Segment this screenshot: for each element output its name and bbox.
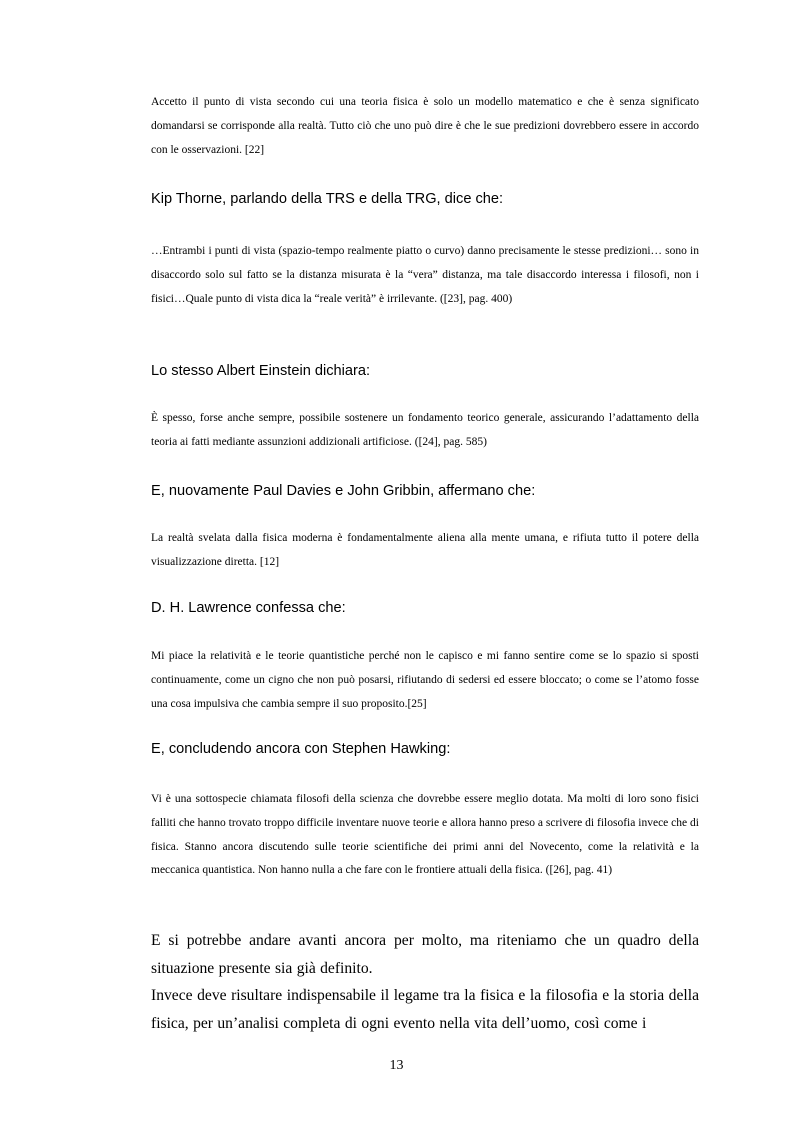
intro-lawrence: D. H. Lawrence confessa che: (151, 600, 346, 616)
body-paragraph-1: E si potrebbe andare avanti ancora per molto, ma riteniamo che un quadro della situazione presente sia già definito. (151, 932, 699, 977)
body-paragraph-2: Invece deve risultare indispensabile il legame tra la fisica e la filosofia e la storia della fisica, per un’analisi completa di ogni evento nella vita dell’uomo, così come i (151, 987, 699, 1032)
intro-davies-gribbin: E, nuovamente Paul Davies e John Gribbin, affermano che: (151, 483, 536, 499)
page-number: 13 (389, 1058, 404, 1073)
quote-davies-gribbin: La realtà svelata dalla fisica moderna è fondamentalmente aliena alla mente umana, e rifiuta tutto il potere della visualizzazione diretta. [12] (151, 532, 699, 568)
quote-lawrence: Mi piace la relatività e le teorie quantistiche perché non le capisco e mi fanno sentire come se lo spazio si sposti continuamente, come un cigno che non può posarsi, rifiutando di sedersi ed essere bloccato; o come se l’atomo fosse una cosa impulsiva che cambia sempre il suo proposito.[25] (151, 650, 699, 710)
intro-kip-thorne: Kip Thorne, parlando della TRS e della TRG, dice che: (151, 191, 504, 207)
body-text (151, 927, 699, 1037)
quote-einstein: È spesso, forse anche sempre, possibile sostenere un fondamento teorico generale, assicurando l’adattamento della teoria ai fatti mediante assunzioni addizionali artificiose. ([24], pag. 585) (151, 412, 699, 448)
quote-kip-thorne: …Entrambi i punti di vista (spazio-tempo realmente piatto o curvo) danno precisamente le stesse predizioni… sono in disaccordo solo sul fatto se la distanza misurata è la “vera” distanza, ma tale disaccordo interessa i filosofi, non i fisici…Quale punto di vista dica la “reale verità” è irrilevante. ([23], pag. 400) (151, 245, 699, 305)
quote-hawking-model: Accetto il punto di vista secondo cui una teoria fisica è solo un modello matematico e che è senza significato domandarsi se corrisponde alla realtà. Tutto ciò che uno può dire è che le sue predizioni dovrebbero essere in accordo con le osservazioni. [22] (151, 96, 699, 156)
quote-hawking-philosophers: Vi è una sottospecie chiamata filosofi della scienza che dovrebbe essere meglio dotata. Ma molti di loro sono fisici falliti che hanno trovato troppo difficile inventare nuove teorie e allora hanno preso a scrivere di filosofia invece che di fisica. Stanno ancora discutendo sulle teorie scientifiche dei primi anni del Novecento, come la relatività e la meccanica quantistica. Non hanno nulla a che fare con le frontiere attuali della fisica. ([26], pag. 41) (151, 793, 699, 877)
intro-einstein: Lo stesso Albert Einstein dichiara: (151, 363, 371, 379)
intro-hawking: E, concludendo ancora con Stephen Hawking: (151, 741, 451, 757)
